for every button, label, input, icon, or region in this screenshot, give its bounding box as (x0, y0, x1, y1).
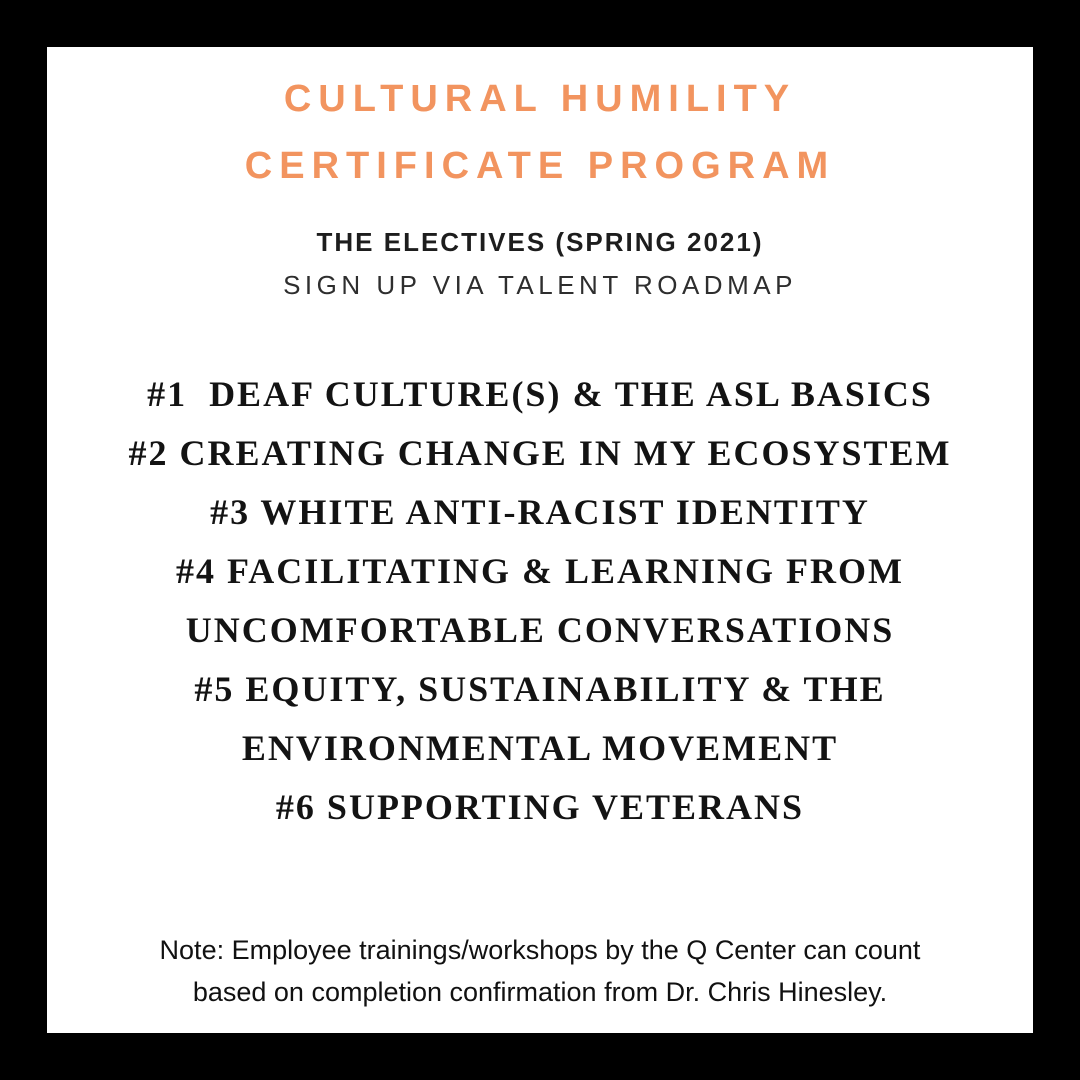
elective-line-1: #1 DEAF CULTURE(S) & THE ASL BASICS (147, 374, 933, 414)
footer-note-line-2: based on completion confirmation from Dr. Chris Hinesley. (192, 977, 888, 1007)
footer-note (47, 929, 1033, 1013)
title-line-1: CULTURAL HUMILITY (283, 78, 797, 120)
signup-instruction: SIGN UP VIA TALENT ROADMAP (283, 270, 797, 300)
electives-subtitle: THE ELECTIVES (SPRING 2021) (316, 227, 764, 257)
elective-line-3: #3 WHITE ANTI-RACIST IDENTITY (210, 492, 870, 532)
elective-line-4: #4 FACILITATING & LEARNING FROM (175, 551, 905, 591)
footer-note-line-1: Note: Employee trainings/workshops by the Q Center can count (159, 935, 921, 965)
elective-line-4-continued: UNCOMFORTABLE CONVERSATIONS (185, 610, 895, 650)
elective-line-5: #5 EQUITY, SUSTAINABILITY & THE (194, 669, 886, 709)
poster-title (47, 66, 1033, 200)
electives-list (47, 365, 1033, 837)
elective-line-2: #2 CREATING CHANGE IN MY ECOSYSTEM (128, 433, 952, 473)
title-line-2: CERTIFICATE PROGRAM (244, 145, 836, 187)
elective-line-5-continued: ENVIRONMENTAL MOVEMENT (241, 728, 839, 768)
poster-page (47, 47, 1033, 1033)
elective-line-6: #6 SUPPORTING VETERANS (275, 787, 805, 827)
